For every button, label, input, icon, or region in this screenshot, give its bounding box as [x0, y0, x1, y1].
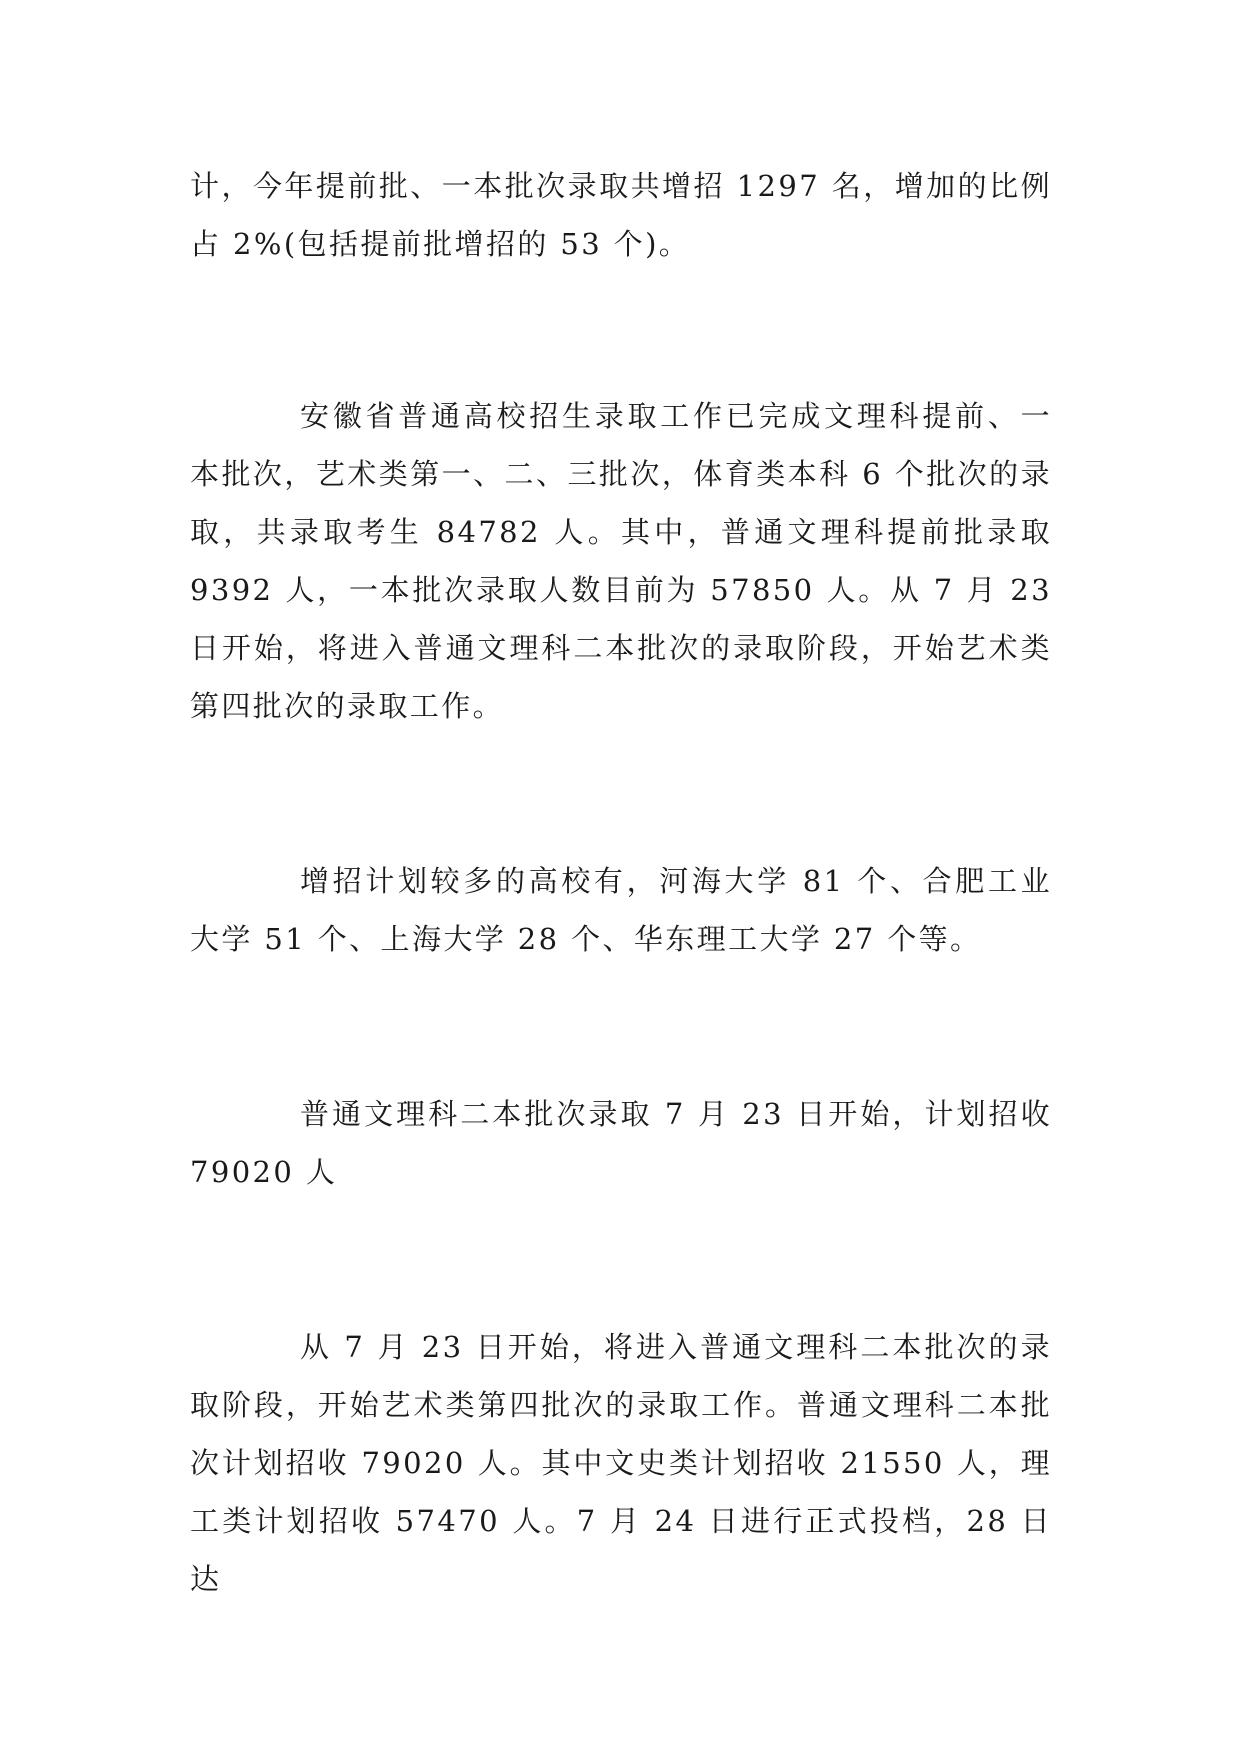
- paragraph-anhui-admission-progress: 安徽省普通高校招生录取工作已完成文理科提前、一本批次，艺术类第一、二、三批次，体育类本科 6 个批次的录取，共录取考生 84782 人。其中，普通文理科提前批录取 9392 人，一本批次录取人数目前为 57850 人。从 7 月 23 日开始，将进入普通文理科二本批次的录取阶段，开始艺术类第四批次的录取工作。: [190, 399, 1052, 723]
- paragraph-second-batch-details: 从 7 月 23 日开始，将进入普通文理科二本批次的录取阶段，开始艺术类第四批次的录取工作。普通文理科二本批次计划招收 79020 人。其中文史类计划招收 21550 人，理工类计划招收 57470 人。7 月 24 日进行正式投档，28 日达: [190, 1330, 1052, 1596]
- paragraph-second-batch-headline: 普通文理科二本批次录取 7 月 23 日开始，计划招收 79020 人: [190, 1097, 1052, 1189]
- paragraph-expanded-enrollment-universities: 增招计划较多的高校有，河海大学 81 个、合肥工业大学 51 个、上海大学 28 个、华东理工大学 27 个等。: [190, 864, 1052, 956]
- paragraph-continuation: 计，今年提前批、一本批次录取共增招 1297 名，增加的比例占 2%(包括提前批增招的 53 个)。: [190, 169, 1052, 261]
